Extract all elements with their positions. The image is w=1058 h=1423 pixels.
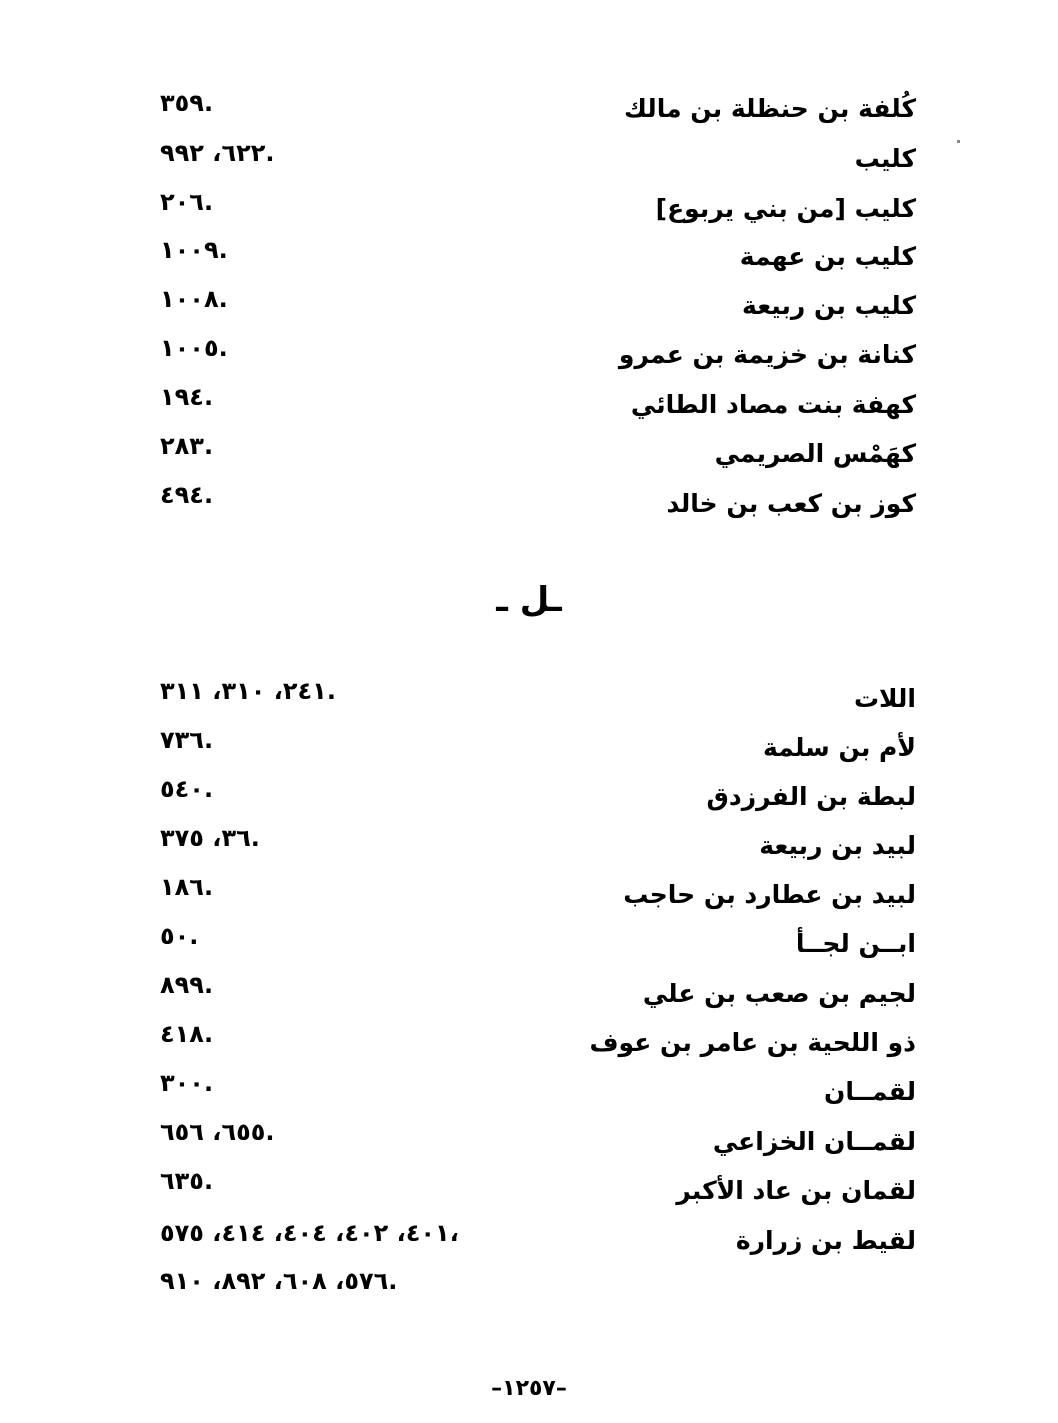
entry-name: كليب بن عهمة	[739, 242, 916, 271]
entry-name: كليب [من بني يربوع]	[655, 194, 916, 223]
entry-name: لقمــان	[824, 1077, 916, 1106]
entry-pages: ٥٧٦، ٦٠٨، ٨٩٢، ٩١٠.	[160, 1267, 398, 1295]
entry-name: لجيم بن صعب بن علي	[642, 979, 916, 1008]
entry-name: كُلفة بن حنظلة بن مالك	[624, 94, 916, 123]
entry-name: لبيد بن ربيعة	[759, 831, 916, 860]
page-number: –١٢٥٧–	[491, 1376, 567, 1401]
entry-pages: ٥٠.	[160, 922, 199, 950]
scan-speck	[957, 140, 960, 143]
entry-pages: ٣٦، ٣٧٥.	[160, 824, 260, 852]
entry-pages: ٦٣٥.	[160, 1167, 214, 1195]
entry-name: لقيط بن زرارة	[735, 1226, 916, 1255]
entry-name: لقمــان الخزاعي	[712, 1127, 916, 1156]
entry-pages: ١٠٠٥.	[160, 334, 228, 362]
entry-pages: ١٠٠٨.	[160, 285, 228, 313]
entry-pages: ٧٣٦.	[160, 726, 214, 754]
entry-name: كنانة بن خزيمة بن عمرو	[618, 340, 916, 369]
section-heading: ـل ـ	[496, 580, 562, 620]
entry-pages: ٢٠٦.	[160, 188, 214, 216]
entry-pages: ٤١٨.	[160, 1020, 214, 1048]
entry-pages: ٤٩٤.	[160, 481, 214, 509]
entry-pages: ١٨٦.	[160, 873, 214, 901]
entry-name: ذو اللحية بن عامر بن عوف	[589, 1028, 916, 1057]
entry-name: كوز بن كعب بن خالد	[666, 489, 916, 518]
entry-pages: ٢٨٣.	[160, 432, 214, 460]
entry-name: كليب بن ربيعة	[742, 291, 916, 320]
entry-name: كهفة بنت مصاد الطائي	[630, 390, 916, 419]
entry-name: لبطة بن الفرزدق	[706, 782, 916, 811]
entry-name: لأم بن سلمة	[763, 733, 916, 762]
entry-name: اللات	[853, 684, 916, 713]
entry-pages: ٥٤٠.	[160, 775, 214, 803]
entry-pages: ٦٢٢، ٩٩٢.	[160, 139, 275, 167]
entry-pages: ٣٥٩.	[160, 89, 214, 117]
entry-name: كليب	[854, 144, 916, 173]
entry-pages: ٤٠١، ٤٠٢، ٤٠٤، ٤١٤، ٥٧٥،	[160, 1219, 459, 1247]
entry-pages: ٢٤١، ٣١٠، ٣١١.	[160, 677, 336, 705]
entry-name: لقمان بن عاد الأكبر	[676, 1176, 916, 1205]
entry-pages: ١٠٠٩.	[160, 236, 228, 264]
entry-pages: ٦٥٥، ٦٥٦.	[160, 1118, 275, 1146]
entry-pages: ٣٠٠.	[160, 1069, 214, 1097]
entry-name: ابــن لجــأ	[795, 929, 916, 958]
entry-pages: ١٩٤.	[160, 383, 214, 411]
entry-name: لبيد بن عطارد بن حاجب	[623, 880, 916, 909]
entry-pages: ٨٩٩.	[160, 971, 214, 999]
entry-name: كهَمْس الصريمي	[714, 439, 916, 468]
